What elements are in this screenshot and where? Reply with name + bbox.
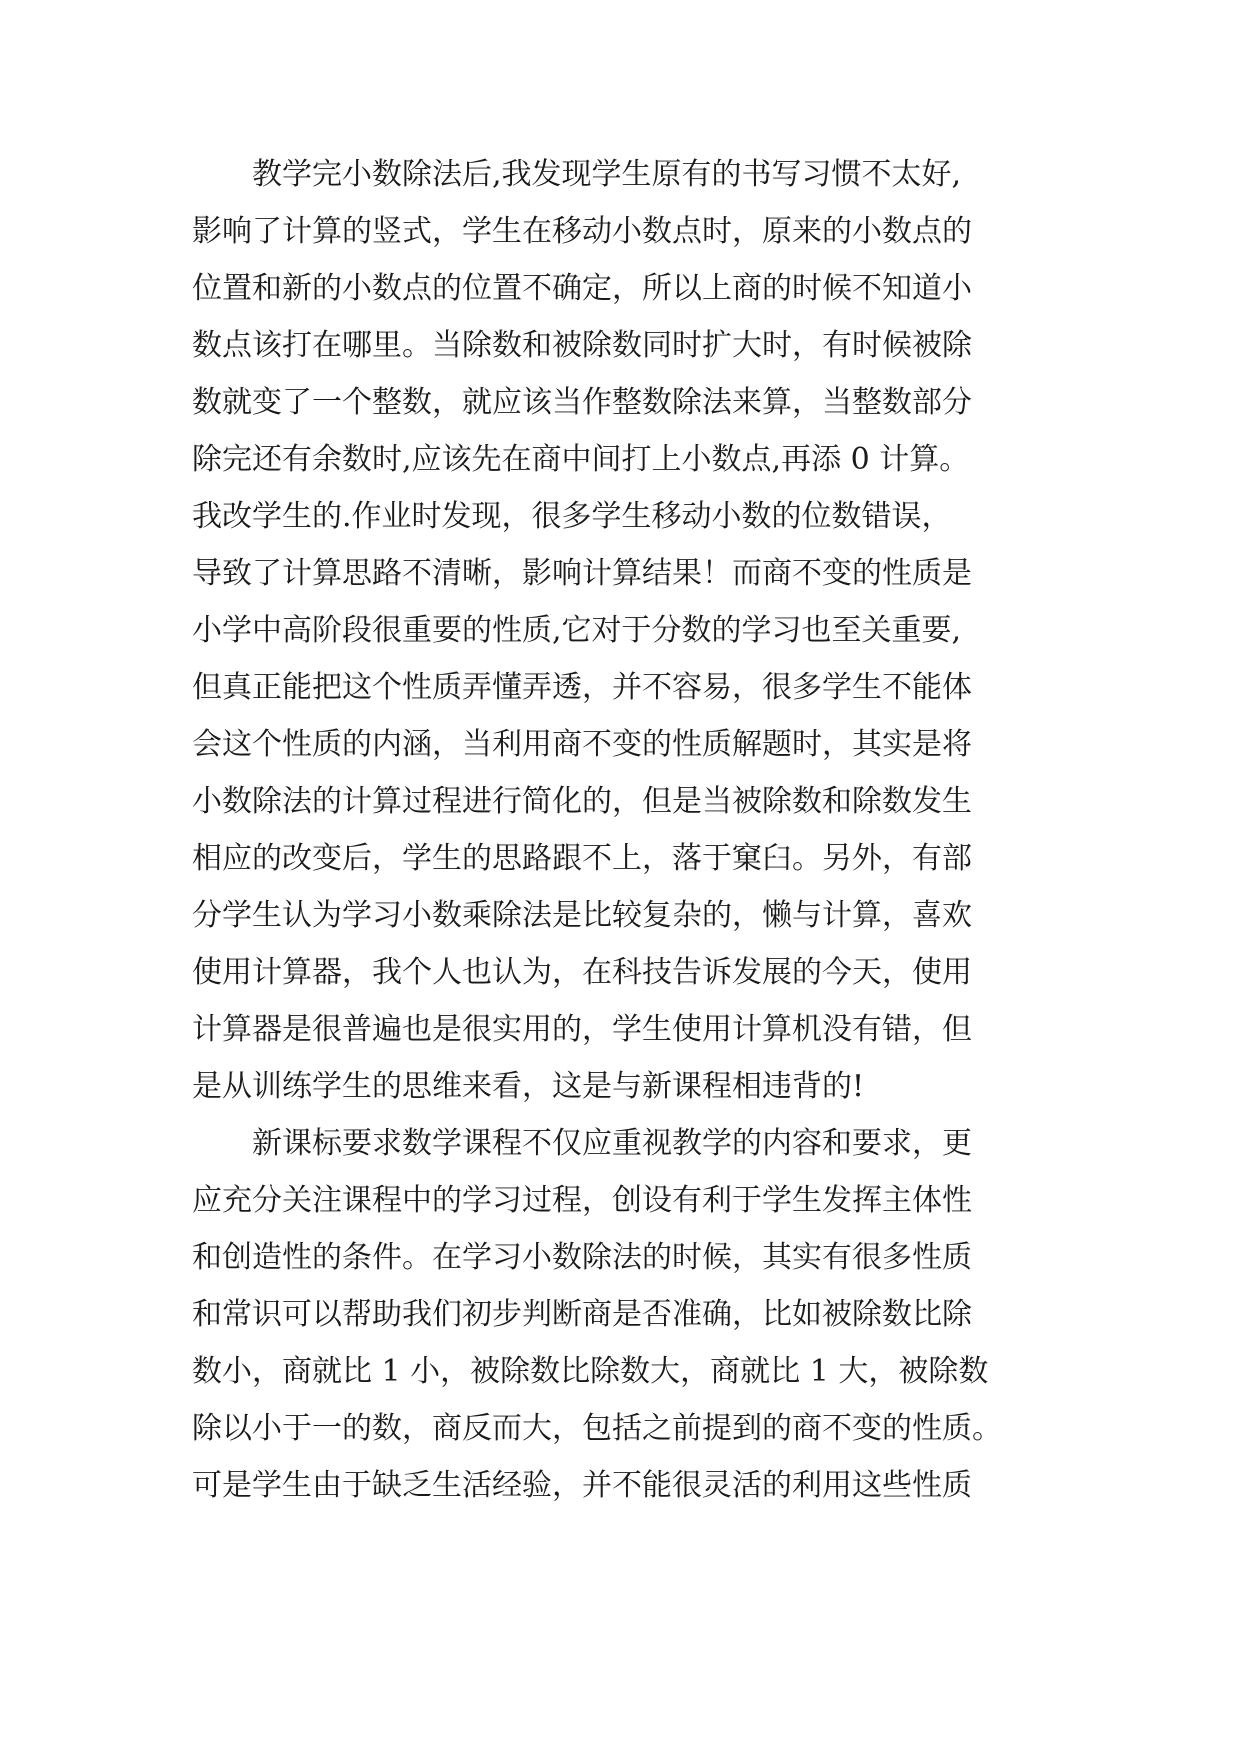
text-line: 数小，商就比 1 小，被除数比除数大，商就比 1 大，被除数 (192, 1354, 989, 1389)
text-line: 数就变了一个整数，就应该当作整数除法来算，当整数部分 (192, 385, 972, 420)
text-line: 会这个性质的内涵，当利用商不变的性质解题时，其实是将 (192, 727, 972, 762)
text-line: 小学中高阶段很重要的性质,它对于分数的学习也至关重要, (192, 613, 962, 648)
text-line: 位置和新的小数点的位置不确定，所以上商的时候不知道小 (192, 271, 972, 306)
text-line: 计算器是很普遍也是很实用的，学生使用计算机没有错，但 (192, 1012, 972, 1047)
text-line: 我改学生的.作业时发现，很多学生移动小数的位数错误， (192, 499, 952, 534)
text-line: 使用计算器，我个人也认为，在科技告诉发展的今天，使用 (192, 955, 972, 990)
text-line: 分学生认为学习小数乘除法是比较复杂的，懒与计算，喜欢 (192, 898, 972, 933)
text-line: 相应的改变后，学生的思路跟不上，落于窠臼。另外，有部 (192, 841, 972, 876)
text-line: 应充分关注课程中的学习过程，创设有利于学生发挥主体性 (192, 1183, 972, 1218)
text-line: 除以小于一的数，商反而大，包括之前提到的商不变的性质。 (192, 1411, 1002, 1446)
text-line: 教学完小数除法后,我发现学生原有的书写习惯不太好, (252, 157, 962, 192)
text-line: 数点该打在哪里。当除数和被除数同时扩大时，有时候被除 (192, 328, 972, 363)
text-line: 小数除法的计算过程进行简化的，但是当被除数和除数发生 (192, 784, 972, 819)
text-line: 和创造性的条件。在学习小数除法的时候，其实有很多性质 (192, 1240, 972, 1275)
text-line: 新课标要求数学课程不仅应重视教学的内容和要求，更 (252, 1126, 972, 1161)
text-line: 可是学生由于缺乏生活经验，并不能很灵活的利用这些性质 (192, 1468, 972, 1503)
text-line: 和常识可以帮助我们初步判断商是否准确，比如被除数比除 (192, 1297, 972, 1332)
text-line: 影响了计算的竖式，学生在移动小数点时，原来的小数点的 (192, 214, 972, 249)
text-line: 是从训练学生的思维来看，这是与新课程相违背的! (192, 1069, 865, 1104)
text-line: 除完还有余数时,应该先在商中间打上小数点,再添 0 计算。 (192, 442, 970, 477)
text-line: 导致了计算思路不清晰，影响计算结果！而商不变的性质是 (192, 556, 972, 591)
text-line: 但真正能把这个性质弄懂弄透，并不容易，很多学生不能体 (192, 670, 972, 705)
